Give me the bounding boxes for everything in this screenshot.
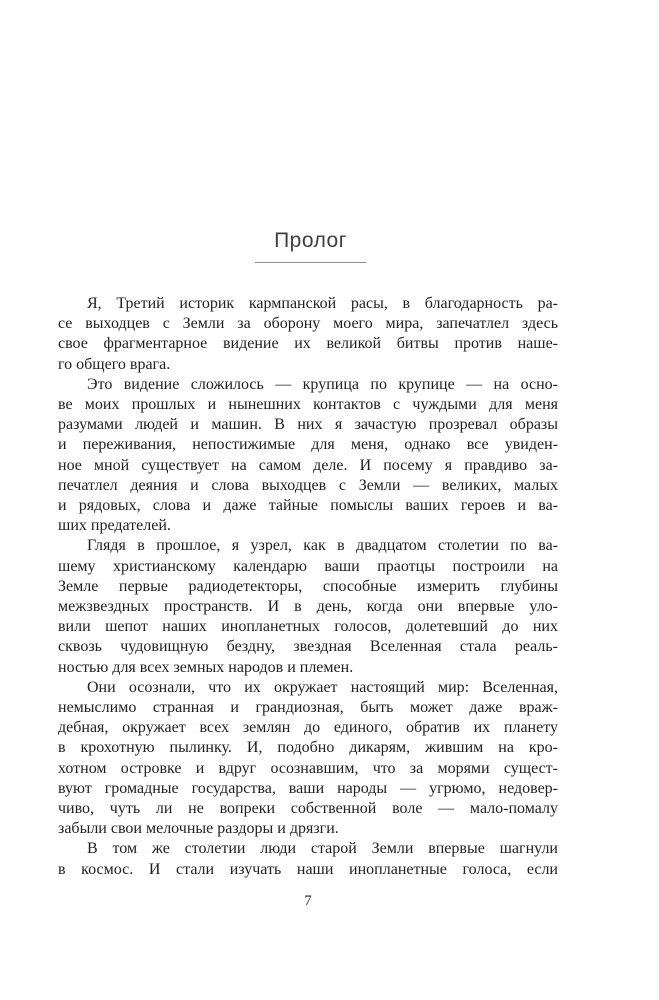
text-block <box>58 294 558 880</box>
text-line: немыслимо странная и грандиозная, быть может даже враж- <box>58 699 558 717</box>
text-line: Я, Третий историк кармпанской расы, в благодарность ра- <box>87 295 558 312</box>
text-line: забыли свои мелочные раздоры и дрязги. <box>58 820 339 838</box>
text-line: Земле первые радиодетекторы, способные измерить глубины <box>58 577 558 595</box>
text-line: се выходцев с Земли за оборону моего мира, запечатлел здесь <box>58 315 558 333</box>
text-line: вуют громадные государства, ваши народы — угрюмо, недовер- <box>58 779 558 797</box>
paragraph <box>58 536 558 677</box>
text-line: хотном островке и вдруг осознавшим, что за морями сущест- <box>58 759 558 777</box>
text-line: ве моих прошлых и нынешних контактов с чуждыми для меня <box>58 396 558 414</box>
paragraph <box>58 375 558 537</box>
text-line: Глядя в прошлое, я узрел, как в двадцатом столетии по ва- <box>87 537 558 555</box>
text-line: дебная, окружает всех землян до единого, обратив их планету <box>58 719 558 737</box>
paragraph <box>58 678 558 840</box>
text-line: печатлел деяния и слова выходцев с Земли — великих, малых <box>58 476 558 494</box>
paragraph <box>58 294 558 375</box>
text-line: разумами людей и машин. В них я зачастую прозревал образы <box>58 416 558 434</box>
text-line: и рядовых, слова и даже тайные помыслы ваших героев и ва- <box>58 497 558 515</box>
text-line: ное мной существует на самом деле. И посему я правдиво за- <box>58 456 558 474</box>
text-line: межзвездных пространств. И в день, когда они впервые уло- <box>58 598 558 616</box>
chapter-title: Пролог <box>274 229 347 252</box>
text-line: чиво, чуть ли не вопреки собственной воле — мало-помалу <box>58 800 558 818</box>
text-line: ностью для всех земных народов и племен. <box>58 658 354 676</box>
paragraph <box>58 839 558 879</box>
text-line: в крохотную пылинку. И, подобно дикарям, жившим на кро- <box>58 739 558 757</box>
text-line: сквозь чудовищную бездну, звездная Вселенная стала реаль- <box>58 638 558 656</box>
text-line: в космос. И стали изучать наши инопланетные голоса, если <box>58 860 558 878</box>
title-divider <box>255 262 366 263</box>
text-line: В том же столетии люди старой Земли впервые шагнули <box>87 840 558 858</box>
text-line: ших предателей. <box>58 517 171 535</box>
text-line: шему христианскому календарю ваши праотцы построили на <box>58 557 558 575</box>
text-line: вили шепот наших инопланетных голосов, долетевший до них <box>58 618 558 636</box>
text-line: свое фрагментарное видение их великой битвы против наше- <box>58 335 558 353</box>
text-line: го общего врага. <box>58 355 171 373</box>
text-line: Это видение сложилось — крупица по крупице — на осно- <box>87 375 558 393</box>
page-number: 7 <box>304 893 312 909</box>
text-line: Они осознали, что их окружает настоящий мир: Вселенная, <box>87 678 558 696</box>
text-line: и переживания, непостижимые для меня, однако все увиден- <box>58 436 558 454</box>
